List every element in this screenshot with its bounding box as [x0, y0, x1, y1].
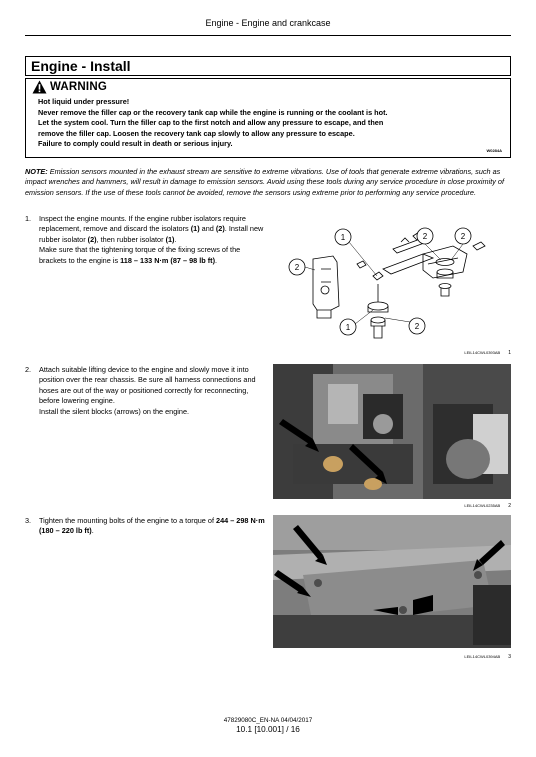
torque-value: 244 – 298 N·m (180 – 220 lb ft): [39, 516, 265, 536]
callout-ref: (2): [215, 224, 225, 234]
step-2: [25, 365, 265, 417]
callout-ref: (1): [190, 224, 200, 234]
figure-3: [273, 515, 511, 660]
section-title: Engine - Install: [31, 58, 131, 74]
callout-ref: (2): [87, 234, 97, 244]
page-number: 10.1 [10.001] / 16: [236, 725, 300, 734]
step-text: [39, 214, 265, 266]
warning-line: Hot liquid under pressure!: [38, 97, 130, 106]
figure-2: [273, 364, 511, 509]
figure-code: LEIL14CWL0393AB: [464, 350, 501, 355]
step-3: [25, 516, 265, 537]
warning-text: [38, 97, 500, 150]
step-text-part: , then rubber isolator: [96, 234, 166, 244]
step-1: [25, 214, 265, 266]
step-text-part: Make sure that the tightening torque of the fixing screws of the brackets to the engine is: [39, 245, 241, 265]
step-text-part: .: [174, 234, 177, 244]
engine-lifting-photo: [273, 364, 511, 499]
warning-label: WARNING: [50, 81, 107, 93]
figure-callout: 1: [340, 233, 346, 242]
step-text-part: Attach suitable lifting device to the engine and slowly move it into position over the rear chassis. Be sure all harness connections and hoses are out of the way or positioned correctly for reconnecting, before lowering engine.: [39, 365, 256, 406]
figure-number: 3: [508, 654, 511, 660]
header-rule: [25, 35, 511, 36]
figure-code: LEIL14CWL0394AB: [464, 654, 501, 659]
warning-line: remove the filler cap. Loosen the recovery tank cap slowly to allow any pressure to escape.: [38, 128, 355, 138]
step-text-part: Install the silent blocks (arrows) on the engine.: [39, 406, 190, 416]
torque-value: 118 – 133 N·m (87 – 98 lb ft): [120, 255, 216, 265]
page-header: Engine - Engine and crankcase: [205, 18, 331, 28]
figure-callout: 2: [414, 322, 420, 331]
step-number: 2.: [25, 365, 32, 374]
note-label: NOTE:: [25, 167, 48, 176]
document-code: 47829080C_EN-NA 04/04/2017: [223, 717, 313, 724]
figure-callout: 2: [422, 232, 428, 241]
step-text: [39, 516, 265, 537]
engine-mount-illustration: [273, 214, 511, 346]
warning-header: [26, 79, 510, 95]
step-text-part: and: [199, 224, 216, 234]
figure-callout: 2: [294, 263, 300, 272]
mounting-bolts-photo: [273, 515, 511, 648]
step-text: [39, 365, 265, 417]
figure-code: LEIL14CWL0235AB: [464, 503, 501, 508]
warning-line: Let the system cool. Turn the filler cap to the first notch and allow any pressure to escape, and then: [38, 118, 384, 128]
callout-ref: (1): [165, 234, 175, 244]
figure-callout: 1: [345, 323, 351, 332]
step-text-part: .: [91, 526, 94, 536]
section-title-box: [25, 56, 511, 76]
step-number: 3.: [25, 516, 32, 525]
note-text: Emission sensors mounted in the exhaust stream are sensitive to extreme vibrations. Use of tools that generate extreme vibrations, such as impact wrenches and hammers, will result in damage to emission sensors. Avoid using these tools during any service procedure in close proximity of emission sensors. If the use of these tools cannot be avoided, remove the sensors using extreme prior to performing any service procedure.: [25, 167, 504, 197]
step-text-part: . Install new rubber isolator: [39, 224, 264, 244]
figure-1: [273, 214, 511, 356]
page-footer: [0, 717, 536, 734]
warning-triangle-icon: [32, 80, 47, 94]
note-paragraph: [25, 167, 511, 198]
step-number: 1.: [25, 214, 32, 223]
step-text-part: .: [215, 255, 218, 265]
figure-callout: 2: [460, 232, 466, 241]
figure-caption: [464, 503, 511, 509]
figure-caption: [464, 350, 511, 356]
step-text-part: Tighten the mounting bolts of the engine to a torque of: [39, 516, 217, 525]
step-text-part: Inspect the engine mounts. If the engine rubber isolators require replacement, remove and discard the isolators: [39, 214, 246, 234]
figure-number: 2: [508, 503, 511, 509]
figure-caption: [464, 654, 511, 660]
figure-number: 1: [508, 350, 511, 356]
warning-box: [25, 78, 511, 158]
warning-line: Never remove the filler cap or the recovery tank cap while the engine is running or the coolant is hot.: [38, 107, 388, 117]
warning-line: Failure to comply could result in death or serious injury.: [38, 139, 233, 149]
warning-code: W0284A: [486, 148, 502, 153]
